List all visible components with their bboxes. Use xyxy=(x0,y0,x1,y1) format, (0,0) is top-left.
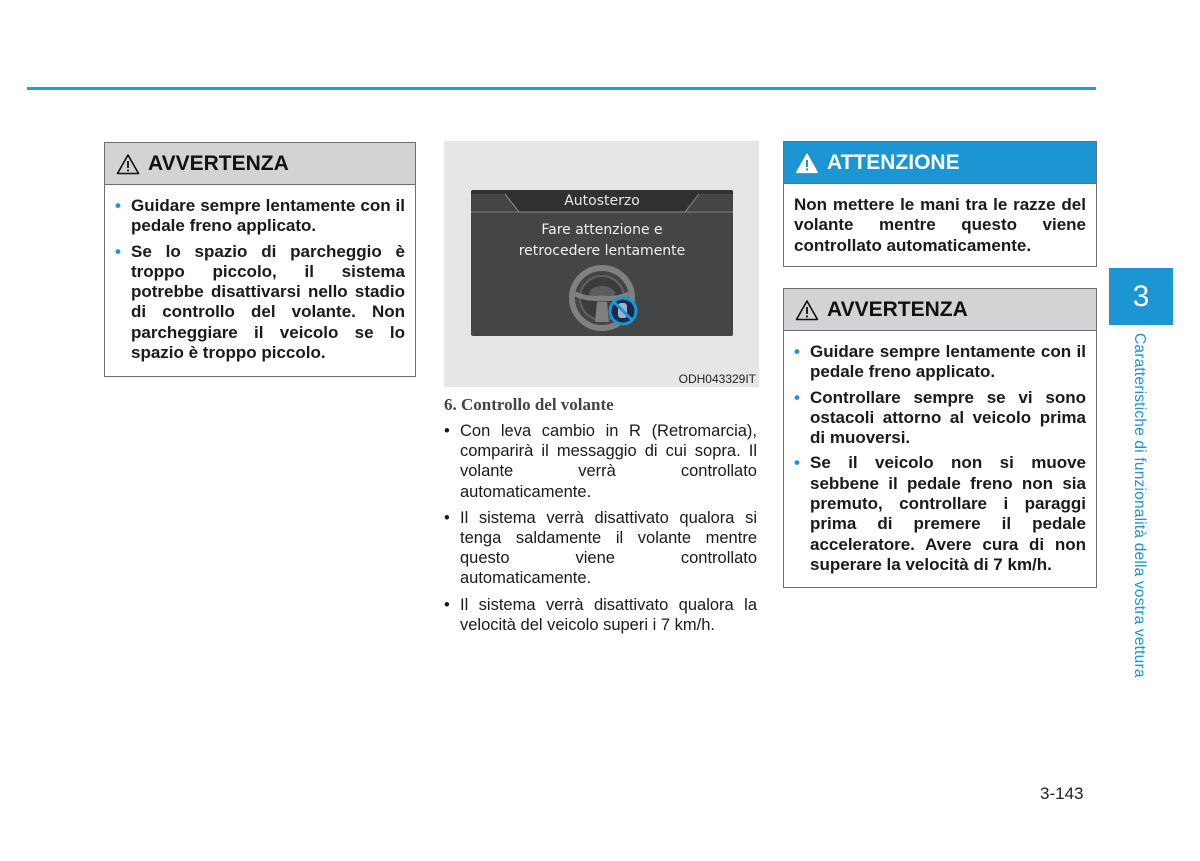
warning-triangle-icon xyxy=(795,299,819,321)
warning-title: AVVERTENZA xyxy=(827,297,968,321)
list-item: • Guidare sempre lentamente con il pedale freno applicato. xyxy=(794,342,1086,382)
top-rule xyxy=(27,87,1096,90)
list-item: • Controllare sempre se vi sono ostacoli attorno al veicolo prima di muoversi. xyxy=(794,387,1086,448)
figure-code: ODH043329IT xyxy=(678,372,756,386)
section-title: 6. Controllo del volante xyxy=(444,395,614,414)
warning-triangle-icon xyxy=(116,153,140,175)
warning-body xyxy=(105,185,415,380)
page-number: 3-143 xyxy=(1040,784,1084,803)
list-item: • Il sistema verrà disattivato qualora la velocità del veicolo superi i 7 km/h. xyxy=(444,595,757,634)
warning-box-header xyxy=(784,289,1096,331)
cluster-display xyxy=(471,190,733,336)
bullet-icon: • xyxy=(444,595,450,614)
section-list xyxy=(444,421,757,641)
attention-triangle-icon xyxy=(795,152,819,174)
bullet-icon: • xyxy=(115,196,121,215)
list-item: • Con leva cambio in R (Retromarcia), comparirà il messaggio di cui sopra. Il volante verrà controllato automaticamente. xyxy=(444,422,757,501)
warning-box-left xyxy=(104,142,416,377)
hand-off-icon xyxy=(610,298,636,324)
chapter-tab[interactable]: 3 xyxy=(1109,268,1173,325)
bullet-icon: • xyxy=(794,342,800,361)
list-item: • Se lo spazio di parcheggio è troppo piccolo, il sistema potrebbe disattivarsi nello stadio di controllo del volante. Non parcheggiare il veicolo se lo spazio è troppo piccolo. xyxy=(115,241,405,363)
display-title: Autosterzo xyxy=(564,193,640,209)
bullet-icon: • xyxy=(444,422,450,440)
display-graphics xyxy=(471,190,733,336)
bullet-icon: • xyxy=(794,453,800,473)
bullet-icon: • xyxy=(444,508,450,527)
attention-box xyxy=(783,141,1097,267)
warning-box-header xyxy=(105,143,415,185)
attention-title: ATTENZIONE xyxy=(827,150,960,174)
bullet-icon: • xyxy=(794,387,800,407)
list-item: • Se il veicolo non si muove sebbene il pedale freno non sia premuto, controllare i paraggi prima di premere il pedale acceleratore. Avere cura di non superare la velocità di 7 km/h. xyxy=(794,453,1086,574)
bullet-icon: • xyxy=(115,241,121,261)
attention-body xyxy=(784,184,1096,268)
attention-header xyxy=(784,142,1096,184)
attention-text: Non mettere le mani tra le razze del volante mentre questo viene controllato automaticamente. xyxy=(794,195,1086,255)
display-message: Fare attenzione e retrocedere lentamente xyxy=(518,222,686,259)
list-item: • Guidare sempre lentamente con il pedale freno applicato. xyxy=(115,196,405,236)
chapter-title: Caratteristiche di funzionalità della vostra vettura xyxy=(1131,333,1148,678)
list-item: • Il sistema verrà disattivato qualora si tenga saldamente il volante mentre questo viene controllato automaticamente. xyxy=(444,508,757,588)
warning-body xyxy=(784,331,1096,592)
warning-title: AVVERTENZA xyxy=(148,151,289,175)
warning-box-right xyxy=(783,288,1097,588)
